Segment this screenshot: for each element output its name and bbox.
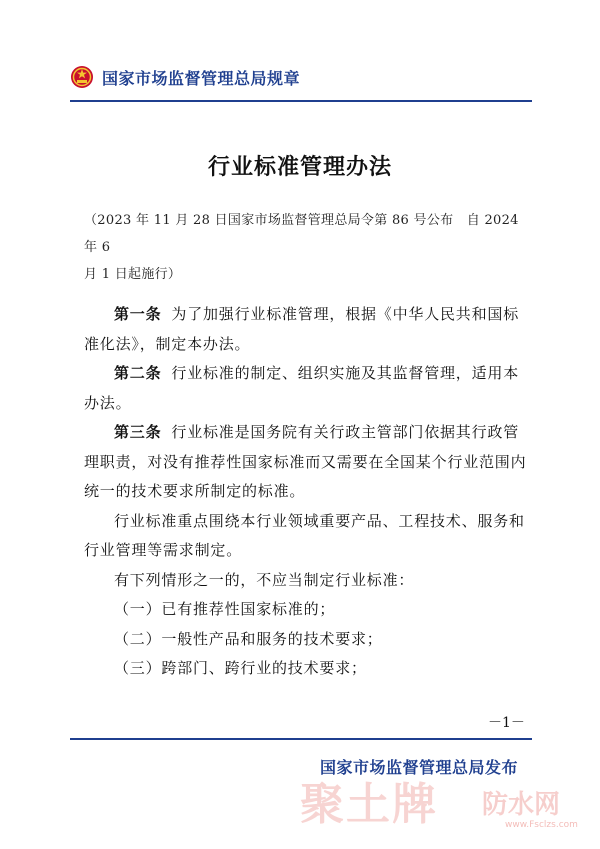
article-label: 第一条	[114, 305, 162, 323]
list-item: （一）已有推荐性国家标准的；	[114, 600, 336, 618]
article-text: 行业标准的制定、组织实施及其监督管理，适用本办法。	[84, 364, 520, 412]
article-label: 第二条	[114, 364, 162, 382]
article-text: 行业标准是国务院有关行政主管部门依据其行政管理职责，对没有推荐性国家标准而又需要在全国某个行业范围内统一的技术要求所制定的标准。	[84, 423, 527, 500]
footer-divider	[70, 738, 532, 740]
document-body	[84, 300, 534, 684]
document-title: 行业标准管理办法	[207, 155, 392, 180]
paragraph: 行业标准重点围绕本行业领域重要产品、工程技术、服务和行业管理等需求制定。	[84, 511, 525, 559]
header-divider	[70, 100, 532, 102]
header-title: 国家市场监督管理总局规章	[102, 68, 301, 88]
list-item: （三）跨部门、跨行业的技术要求；	[114, 659, 367, 677]
watermark-brand: 聚土牌	[300, 779, 438, 830]
list-item: （二）一般性产品和服务的技术要求；	[114, 629, 383, 648]
watermark-site: 防水网	[482, 790, 561, 820]
regulation-header	[70, 62, 300, 92]
national-emblem-icon	[70, 65, 94, 89]
article-1	[84, 300, 534, 359]
article-3	[84, 418, 534, 507]
note-line-2: 月 1 日起施行）	[84, 267, 182, 282]
publisher-label: 国家市场监督管理总局发布	[320, 758, 519, 777]
article-text: 为了加强行业标准管理，根据《中华人民共和国标准化法》，制定本办法。	[84, 305, 520, 353]
article-2	[84, 359, 534, 418]
watermark-url: www.Fsclzs.com	[505, 820, 578, 830]
paragraph: 有下列情形之一的，不应当制定行业标准：	[114, 570, 415, 589]
article-label: 第三条	[114, 423, 162, 441]
watermark	[300, 768, 585, 838]
promulgation-note	[84, 207, 534, 288]
page-number: －1－	[488, 715, 525, 731]
note-line-1: （2023 年 11 月 28 日国家市场监督管理总局令第 86 号公布 自 2024 年 6	[84, 213, 519, 255]
